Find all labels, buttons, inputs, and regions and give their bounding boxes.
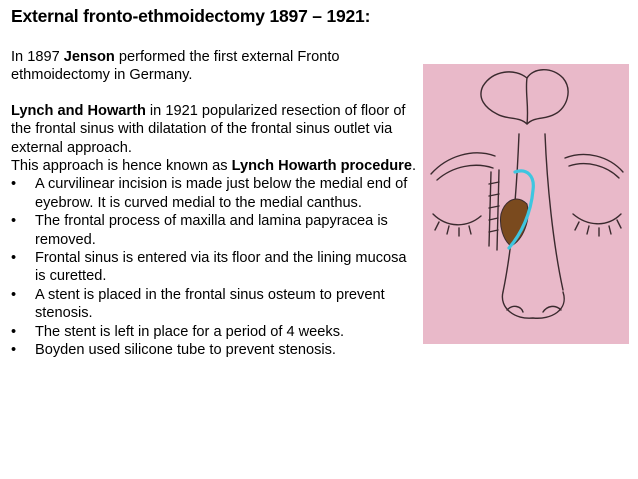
right-eye-lash-4 bbox=[609, 226, 611, 234]
procedure-steps-list bbox=[11, 175, 416, 359]
face-drawing bbox=[423, 64, 629, 344]
intro-name: Jenson bbox=[63, 49, 115, 65]
list-item-text: The stent is left in place for a period of 4 weeks. bbox=[35, 323, 345, 340]
bullet-icon: • bbox=[11, 250, 17, 267]
left-brow-line-inner bbox=[437, 165, 493, 180]
list-item-text: A stent is placed in the frontal sinus osteum to prevent stenosis. bbox=[35, 286, 385, 322]
right-brow-line-inner bbox=[569, 164, 619, 178]
bullet-icon: • bbox=[11, 176, 17, 193]
list-item bbox=[11, 341, 416, 359]
left-brow-line bbox=[431, 153, 495, 174]
approach-name: Lynch Howarth procedure bbox=[231, 158, 412, 175]
bullet-icon: • bbox=[11, 213, 17, 230]
lynch-text: in 1921 popularized resection of floor of the frontal sinus with dilatation of the frontal sinus outlet via external approach. bbox=[11, 102, 406, 156]
list-item bbox=[11, 323, 416, 341]
list-item-text: The frontal process of maxilla and lamina papyracea is removed. bbox=[35, 213, 388, 248]
list-item bbox=[11, 249, 416, 286]
right-eye-lash-2 bbox=[587, 226, 589, 234]
list-item bbox=[11, 212, 416, 249]
slide-body bbox=[11, 48, 416, 360]
bullet-icon: • bbox=[11, 342, 17, 359]
list-item-text: Boyden used silicone tube to prevent stenosis. bbox=[35, 342, 336, 359]
left-eye-lash-2 bbox=[447, 226, 449, 234]
list-item-text: Frontal sinus is entered via its floor and the lining mucosa is curetted. bbox=[35, 250, 407, 285]
approach-prefix: This approach is hence known as bbox=[11, 158, 232, 175]
list-item-text: A curvilinear incision is made just below the medial end of eyebrow. It is curved medial to the medial canthus. bbox=[35, 176, 408, 211]
left-eye-lid bbox=[433, 214, 481, 225]
lynch-incision-illustration bbox=[423, 64, 629, 344]
right-brow-line bbox=[565, 154, 623, 172]
intro-suffix: performed the first external Fronto ethmoidectomy in Germany. bbox=[11, 49, 340, 84]
right-eye-lash-1 bbox=[575, 222, 579, 230]
right-eye-lash-5 bbox=[617, 220, 621, 228]
lynch-paragraph bbox=[11, 102, 416, 157]
right-eye-lid bbox=[573, 214, 621, 224]
approach-suffix: . bbox=[411, 158, 417, 175]
paragraph-gap bbox=[11, 85, 416, 102]
intro-prefix: In 1897 bbox=[11, 49, 64, 65]
lynch-name: Lynch and Howarth bbox=[11, 102, 146, 119]
frontal-sinus-septum bbox=[526, 78, 527, 124]
bullet-icon: • bbox=[11, 286, 17, 303]
slide-title: External fronto-ethmoidectomy 1897 – 1921: bbox=[11, 6, 371, 26]
left-eye-lash-4 bbox=[469, 226, 471, 234]
approach-paragraph bbox=[11, 157, 416, 175]
frontal-sinus-outline bbox=[481, 70, 568, 124]
intro-paragraph bbox=[11, 48, 416, 85]
bullet-icon: • bbox=[11, 323, 17, 340]
nose-right-line bbox=[545, 134, 563, 290]
left-eye-lash-1 bbox=[435, 222, 439, 230]
list-item bbox=[11, 175, 416, 212]
nose-tip bbox=[502, 292, 564, 318]
list-item bbox=[11, 286, 416, 323]
